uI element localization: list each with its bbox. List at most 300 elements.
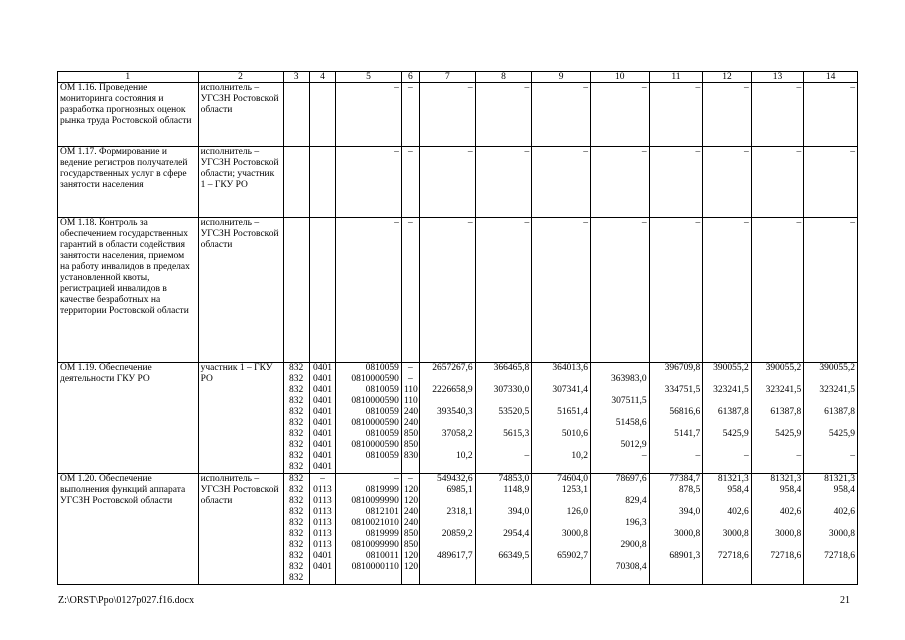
cell-line: – xyxy=(743,83,749,93)
header-cell: 5 xyxy=(336,72,402,83)
header-cell: 6 xyxy=(401,72,419,83)
cell-line: 830 xyxy=(403,451,419,461)
footer-file-path: Z:\ORST\Ppo\0127p027.f16.docx xyxy=(58,595,195,606)
cell-line: 2657267,6 xyxy=(432,363,473,373)
cell-c4 xyxy=(309,218,335,363)
cell-line: 832 xyxy=(289,396,304,406)
cell-line: 5425,9 xyxy=(722,429,749,439)
cell-line: 832 xyxy=(289,573,304,583)
cell-line: 3000,8 xyxy=(828,529,855,539)
cell-line xyxy=(534,573,588,584)
cell-line xyxy=(754,396,802,407)
cell-c11 xyxy=(649,218,703,363)
cell-line xyxy=(652,573,701,584)
cell-line: 61387,8 xyxy=(770,407,802,417)
header-cell: 4 xyxy=(309,72,335,83)
cell-line xyxy=(754,418,802,429)
cell-line xyxy=(478,540,530,551)
cell-line: – xyxy=(408,363,413,373)
cell-line xyxy=(338,462,399,473)
cell-line: – xyxy=(850,451,855,461)
cell-line: 393540,3 xyxy=(437,407,473,417)
header-cell: 8 xyxy=(475,72,532,83)
cell-line: 72718,6 xyxy=(824,551,855,561)
cell-line xyxy=(404,462,417,473)
cell-line: 334751,5 xyxy=(664,385,701,395)
cell-line xyxy=(312,218,333,229)
cell-line: 72718,6 xyxy=(770,551,802,561)
cell-line xyxy=(534,518,588,529)
cell-line xyxy=(534,418,588,429)
cell-line: 394,0 xyxy=(678,507,701,517)
header-row xyxy=(58,72,858,83)
cell-c9 xyxy=(532,474,591,585)
cell-line xyxy=(705,562,749,573)
cell-c7 xyxy=(420,147,476,218)
cell-line xyxy=(593,529,647,540)
cell-line xyxy=(534,440,588,451)
executor: исполнитель – УГСЗН Ростовской области xyxy=(198,218,283,363)
cell-line xyxy=(806,518,855,529)
cell-line xyxy=(534,396,588,407)
cell-c5 xyxy=(336,363,402,474)
cell-line: 120 xyxy=(403,485,419,495)
cell-line: 549432,6 xyxy=(437,474,473,484)
cell-c3 xyxy=(283,474,309,585)
cell-line: 5425,9 xyxy=(775,429,802,439)
cell-c6 xyxy=(401,474,419,585)
cell-line xyxy=(754,540,802,551)
cell-line: 81321,3 xyxy=(770,474,802,484)
cell-line: 2226658,9 xyxy=(432,385,473,395)
cell-line: – xyxy=(408,374,413,384)
activity-name: ОМ 1.19. Обеспечение деятельности ГКУ РО xyxy=(58,363,199,474)
cell-c12 xyxy=(703,474,752,585)
activity-name: ОМ 1.20. Обеспечение выполнения функций аппарата УГСЗН Ростовской области xyxy=(58,474,199,585)
cell-line: 0401 xyxy=(312,374,332,384)
cell-line: 0819999 xyxy=(365,485,399,495)
cell-line: – xyxy=(850,218,855,228)
cell-line: 0810000590 xyxy=(351,396,399,406)
cell-line: 850 xyxy=(403,529,419,539)
cell-line: 70308,4 xyxy=(615,562,647,572)
cell-c5 xyxy=(336,474,402,585)
cell-line: 10,2 xyxy=(571,451,588,461)
cell-line: 878,5 xyxy=(678,485,701,495)
header-cell: 1 xyxy=(58,72,199,83)
cell-line: 366465,8 xyxy=(493,363,530,373)
cell-c5 xyxy=(336,83,402,147)
cell-c9 xyxy=(532,218,591,363)
cell-line: 832 xyxy=(289,562,304,572)
cell-c10 xyxy=(590,474,649,585)
cell-line: – xyxy=(583,218,588,228)
footer-page-number: 21 xyxy=(840,595,850,606)
cell-line: 61387,8 xyxy=(717,407,749,417)
cell-line: – xyxy=(695,147,701,157)
cell-c13 xyxy=(751,474,804,585)
cell-c7 xyxy=(420,218,476,363)
activity-name: ОМ 1.16. Проведение мониторинга состояния и разработка прогнозных оценок рынка труда Ростовской области xyxy=(58,83,199,147)
cell-line xyxy=(806,496,855,507)
cell-line: 0113 xyxy=(313,507,332,517)
cell-line xyxy=(593,407,647,418)
cell-c12 xyxy=(703,363,752,474)
cell-line: 832 xyxy=(289,385,304,395)
cell-line xyxy=(593,429,647,440)
cell-line: 10,2 xyxy=(456,451,473,461)
cell-line xyxy=(754,573,802,584)
cell-line: 402,6 xyxy=(833,507,855,517)
cell-line: – xyxy=(695,451,701,461)
cell-line: 0401 xyxy=(312,396,332,406)
cell-line: 240 xyxy=(403,518,419,528)
cell-line: – xyxy=(850,147,855,157)
cell-line xyxy=(806,374,855,385)
cell-c13 xyxy=(751,218,804,363)
header-cell: 7 xyxy=(420,72,476,83)
cell-line: 0810059 xyxy=(365,429,399,439)
cell-line: 66349,5 xyxy=(498,551,530,561)
cell-line: 0113 xyxy=(313,518,332,528)
cell-line xyxy=(705,496,749,507)
cell-line: 832 xyxy=(289,540,304,550)
cell-line: 6985,1 xyxy=(446,485,473,495)
cell-line: 832 xyxy=(289,551,304,561)
cell-c4 xyxy=(309,83,335,147)
cell-line: 240 xyxy=(403,407,419,417)
cell-line: 0401 xyxy=(312,363,332,373)
cell-line: 0113 xyxy=(313,485,332,495)
cell-line: 3000,8 xyxy=(674,529,701,539)
cell-line: 958,4 xyxy=(833,485,855,495)
cell-line: – xyxy=(850,83,855,93)
cell-line: 832 xyxy=(289,418,304,428)
cell-c10 xyxy=(590,147,649,218)
cell-line: 0113 xyxy=(313,496,332,506)
header-cell: 9 xyxy=(532,72,591,83)
cell-line: 0810099990 xyxy=(351,540,399,550)
cell-line: 20859,2 xyxy=(441,529,473,539)
cell-line: 402,6 xyxy=(727,507,749,517)
cell-c14 xyxy=(804,474,858,585)
cell-line xyxy=(652,562,701,573)
cell-c7 xyxy=(420,474,476,585)
cell-c7 xyxy=(420,83,476,147)
cell-c4 xyxy=(309,363,335,474)
cell-line: – xyxy=(394,218,399,228)
cell-line: – xyxy=(796,83,802,93)
cell-line: 56816,6 xyxy=(669,407,701,417)
cell-line xyxy=(593,485,647,496)
cell-c9 xyxy=(532,147,591,218)
activity-name: ОМ 1.18. Контроль за обеспечением государственных гарантий в области содействия занятости населения, приемом на работу инвалидов в пределах установленной квоты, регистрацией инвалидов в качестве безработных на территории Ростовской области xyxy=(58,218,199,363)
cell-line: 396709,8 xyxy=(664,363,701,373)
cell-line: 126,0 xyxy=(566,507,588,517)
cell-line: – xyxy=(743,218,749,228)
cell-c6 xyxy=(401,363,419,474)
cell-line: 0810021010 xyxy=(351,518,399,528)
cell-c6 xyxy=(401,147,419,218)
cell-line: 829,4 xyxy=(625,496,647,506)
cell-line xyxy=(593,507,647,518)
cell-line xyxy=(705,518,749,529)
cell-line xyxy=(478,440,530,451)
cell-line xyxy=(705,440,749,451)
cell-c12 xyxy=(703,147,752,218)
cell-line: 0810000590 xyxy=(351,374,399,384)
cell-line: 5010,6 xyxy=(561,429,588,439)
cell-c6 xyxy=(401,218,419,363)
cell-line: 110 xyxy=(403,396,418,406)
budget-table xyxy=(57,71,858,585)
cell-line: 832 xyxy=(289,462,304,472)
cell-line: 1253,1 xyxy=(561,485,588,495)
cell-line xyxy=(652,396,701,407)
cell-line: – xyxy=(641,147,647,157)
cell-line xyxy=(312,573,333,584)
cell-line: – xyxy=(394,147,399,157)
cell-line: 850 xyxy=(403,540,419,550)
cell-line: 0113 xyxy=(313,529,332,539)
cell-line: 489617,7 xyxy=(437,551,473,561)
cell-line xyxy=(705,462,749,473)
cell-line xyxy=(806,540,855,551)
cell-c6 xyxy=(401,83,419,147)
cell-line xyxy=(478,396,530,407)
cell-line xyxy=(754,374,802,385)
cell-line xyxy=(478,573,530,584)
cell-line: 240 xyxy=(403,418,419,428)
cell-line xyxy=(422,562,473,573)
cell-line: 78697,6 xyxy=(615,474,647,484)
cell-line xyxy=(312,83,333,94)
cell-c10 xyxy=(590,83,649,147)
cell-line: 0401 xyxy=(312,562,332,572)
cell-line xyxy=(422,573,473,584)
cell-line xyxy=(534,374,588,385)
cell-line: – xyxy=(394,83,399,93)
header-cell: 10 xyxy=(590,72,649,83)
cell-line: – xyxy=(796,218,802,228)
cell-line xyxy=(705,418,749,429)
cell-line: 832 xyxy=(289,451,304,461)
cell-c13 xyxy=(751,83,804,147)
cell-line: 0810059 xyxy=(365,451,399,461)
cell-line: 0113 xyxy=(313,540,332,550)
cell-line: – xyxy=(467,83,473,93)
cell-c11 xyxy=(649,363,703,474)
cell-line xyxy=(806,418,855,429)
cell-c13 xyxy=(751,147,804,218)
cell-line: – xyxy=(467,218,473,228)
cell-line: – xyxy=(408,147,413,157)
cell-line: 5012,9 xyxy=(620,440,647,450)
executor: исполнитель – УГСЗН Ростовской области xyxy=(198,83,283,147)
cell-line: 958,4 xyxy=(779,485,802,495)
cell-line xyxy=(754,562,802,573)
cell-line: 0401 xyxy=(312,407,332,417)
cell-line: 2954,4 xyxy=(503,529,530,539)
cell-line: – xyxy=(796,147,802,157)
cell-line xyxy=(593,462,647,473)
cell-line: – xyxy=(743,147,749,157)
cell-line xyxy=(534,462,588,473)
cell-line xyxy=(652,418,701,429)
cell-line: 394,0 xyxy=(507,507,530,517)
cell-c12 xyxy=(703,83,752,147)
cell-line: – xyxy=(695,218,701,228)
cell-line: – xyxy=(641,83,647,93)
cell-c8 xyxy=(475,474,532,585)
cell-line: 307330,0 xyxy=(493,385,530,395)
header-cell: 12 xyxy=(703,72,752,83)
cell-line xyxy=(286,147,307,158)
cell-line: 120 xyxy=(403,496,419,506)
cell-c9 xyxy=(532,83,591,147)
cell-line: 240 xyxy=(403,507,419,517)
cell-line xyxy=(806,440,855,451)
executor: участник 1 – ГКУ РО xyxy=(198,363,283,474)
cell-line: 363983,0 xyxy=(610,374,647,384)
cell-line xyxy=(338,573,399,584)
cell-line: 0810059 xyxy=(365,363,399,373)
cell-line: 0810059 xyxy=(365,385,399,395)
cell-c4 xyxy=(309,147,335,218)
cell-line: 832 xyxy=(289,518,304,528)
cell-line: 120 xyxy=(403,551,419,561)
cell-line: – xyxy=(583,147,588,157)
header-cell: 14 xyxy=(804,72,858,83)
table-row xyxy=(58,474,858,585)
cell-line: 832 xyxy=(289,429,304,439)
cell-line: 72718,6 xyxy=(717,551,749,561)
cell-c3 xyxy=(283,218,309,363)
executor: исполнитель – УГСЗН Ростовской области xyxy=(198,474,283,585)
cell-line: 65902,7 xyxy=(557,551,588,561)
cell-line xyxy=(534,562,588,573)
cell-line: 3000,8 xyxy=(561,529,588,539)
cell-line: 0401 xyxy=(312,462,332,472)
cell-line: 832 xyxy=(289,507,304,517)
cell-line: 61387,8 xyxy=(824,407,855,417)
cell-line: 0401 xyxy=(312,418,332,428)
cell-line xyxy=(652,374,701,385)
cell-line xyxy=(478,418,530,429)
cell-c5 xyxy=(336,147,402,218)
cell-line: 110 xyxy=(403,385,418,395)
cell-line xyxy=(705,540,749,551)
cell-line: 364013,6 xyxy=(552,363,588,373)
cell-line xyxy=(806,396,855,407)
cell-line: 0810000110 xyxy=(351,562,399,572)
cell-line: 68901,3 xyxy=(669,551,701,561)
header-cell: 2 xyxy=(198,72,283,83)
cell-line: – xyxy=(467,147,473,157)
cell-line xyxy=(286,83,307,94)
cell-line: 390055,2 xyxy=(713,363,749,373)
table-row xyxy=(58,218,858,363)
cell-line: 0401 xyxy=(312,440,332,450)
cell-line: 0810000590 xyxy=(351,440,399,450)
cell-line: 850 xyxy=(403,429,419,439)
cell-line: – xyxy=(408,83,413,93)
cell-line: – xyxy=(408,474,413,484)
cell-line xyxy=(478,374,530,385)
cell-line xyxy=(754,462,802,473)
cell-line: 81321,3 xyxy=(717,474,749,484)
cell-line: – xyxy=(695,83,701,93)
table-row xyxy=(58,363,858,474)
cell-line: 832 xyxy=(289,407,304,417)
cell-line: – xyxy=(320,474,325,484)
cell-line: – xyxy=(524,218,530,228)
cell-line xyxy=(534,496,588,507)
cell-line: 53520,5 xyxy=(498,407,530,417)
cell-line: 832 xyxy=(289,529,304,539)
cell-line xyxy=(652,462,701,473)
cell-line: 323241,5 xyxy=(765,385,802,395)
cell-line: – xyxy=(743,451,749,461)
cell-line xyxy=(534,540,588,551)
cell-line xyxy=(806,573,855,584)
cell-c11 xyxy=(649,474,703,585)
cell-line xyxy=(478,462,530,473)
cell-line xyxy=(652,440,701,451)
table-row xyxy=(58,147,858,218)
cell-line: 5425,9 xyxy=(828,429,855,439)
cell-c3 xyxy=(283,363,309,474)
cell-line xyxy=(286,218,307,229)
header-cell: 13 xyxy=(751,72,804,83)
cell-line: 850 xyxy=(403,440,419,450)
cell-line: 120 xyxy=(403,562,419,572)
cell-line: 196,3 xyxy=(625,518,647,528)
cell-line: 77384,7 xyxy=(669,474,701,484)
cell-c14 xyxy=(804,218,858,363)
header-cell: 3 xyxy=(283,72,309,83)
cell-line xyxy=(478,518,530,529)
cell-line: 832 xyxy=(289,374,304,384)
cell-line: 1148,9 xyxy=(503,485,530,495)
cell-line: 0401 xyxy=(312,551,332,561)
cell-line: 0401 xyxy=(312,429,332,439)
cell-line: 5141,7 xyxy=(674,429,701,439)
cell-line xyxy=(593,363,647,374)
cell-line xyxy=(404,573,417,584)
cell-line: 832 xyxy=(289,440,304,450)
cell-line: 307341,4 xyxy=(552,385,588,395)
cell-line: 0810000590 xyxy=(351,418,399,428)
cell-line xyxy=(478,562,530,573)
cell-line xyxy=(593,551,647,562)
cell-line: 832 xyxy=(289,474,304,484)
cell-line: 0812101 xyxy=(365,507,399,517)
cell-line xyxy=(478,496,530,507)
cell-line: 390055,2 xyxy=(819,363,855,373)
cell-line xyxy=(422,462,473,473)
cell-c14 xyxy=(804,363,858,474)
cell-line xyxy=(593,573,647,584)
cell-line xyxy=(705,374,749,385)
cell-line: – xyxy=(408,218,413,228)
cell-line: 74853,0 xyxy=(498,474,530,484)
cell-line: 832 xyxy=(289,496,304,506)
cell-line xyxy=(652,540,701,551)
cell-line xyxy=(652,496,701,507)
cell-line xyxy=(754,440,802,451)
cell-line xyxy=(422,396,473,407)
